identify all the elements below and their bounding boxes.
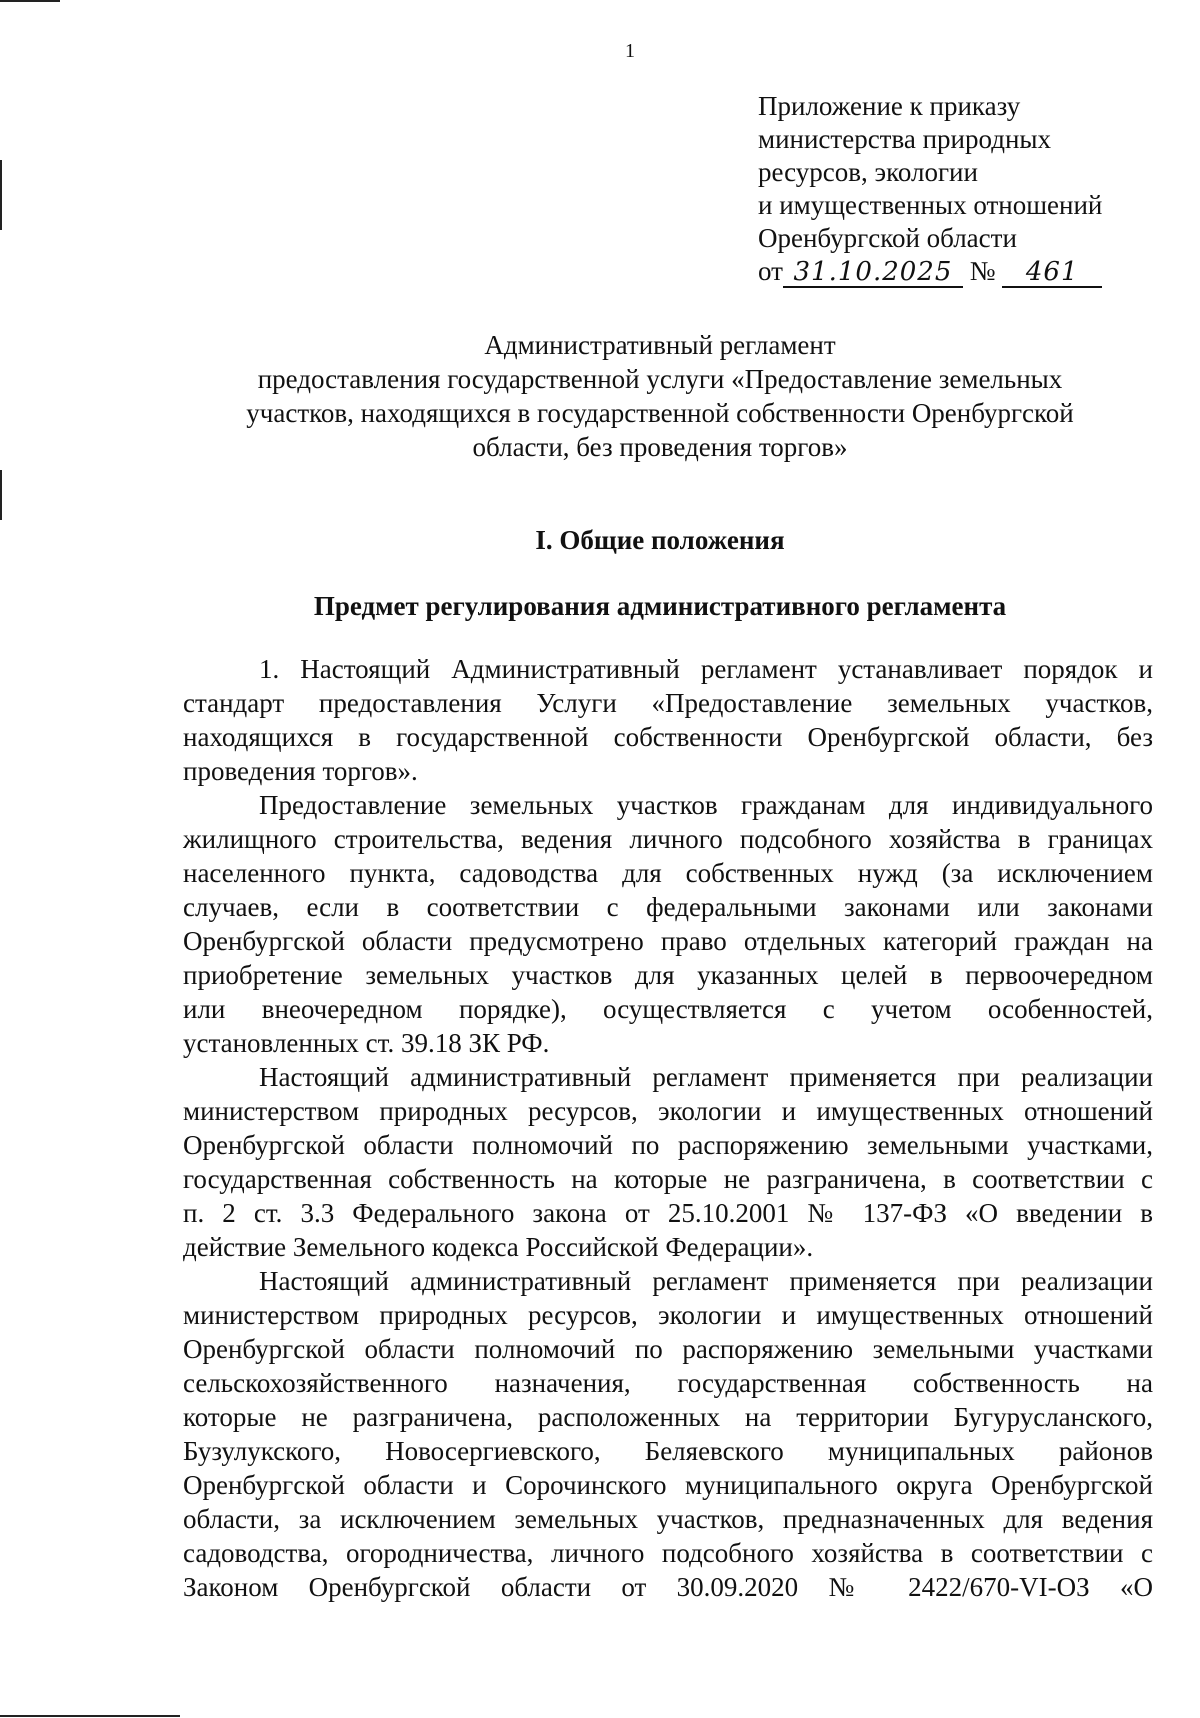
order-date-number-row bbox=[758, 255, 1168, 288]
appendix-line: Приложение к приказу bbox=[758, 91, 1021, 121]
text-line: приобретение земельных участков для указанных целей в первоочередном bbox=[183, 960, 1153, 990]
text-line: области, за исключением земельных участков, предназначенных для ведения bbox=[183, 1504, 1153, 1534]
appendix-line: ресурсов, экологии bbox=[758, 157, 978, 187]
title-line: Административный регламент bbox=[484, 330, 836, 360]
text-line: проведения торгов». bbox=[183, 756, 418, 786]
paragraph bbox=[183, 652, 1153, 788]
text-line: Оренбургской области и Сорочинского муниципального округа Оренбургской bbox=[183, 1470, 1153, 1500]
text-line: Настоящий административный регламент применяется при реализации bbox=[259, 1266, 1153, 1296]
text-line: стандарт предоставления Услуги «Предоставление земельных участков, bbox=[183, 688, 1153, 718]
handwritten-date: 31.10.2025 bbox=[783, 258, 963, 288]
number-prefix: № bbox=[969, 256, 996, 286]
document-title bbox=[190, 328, 1130, 464]
appendix-line: Оренбургской области bbox=[758, 223, 1017, 253]
scan-edge-mark bbox=[0, 470, 2, 520]
paragraph bbox=[183, 788, 1153, 1060]
text-line: государственная собственность на которые не разграничена, в соответствии с bbox=[183, 1164, 1153, 1194]
text-line: случаев, если в соответствии с федеральными законами или законами bbox=[183, 892, 1153, 922]
date-prefix: от bbox=[758, 256, 783, 286]
text-line: п. 2 ст. 3.3 Федерального закона от 25.10.2001 № 137-ФЗ «О введении в bbox=[183, 1198, 1153, 1228]
text-line: Настоящий административный регламент применяется при реализации bbox=[259, 1062, 1153, 1092]
text-line: Законом Оренбургской области от 30.09.2020 № 2422/670-VI-ОЗ «О bbox=[183, 1572, 1153, 1602]
paragraph bbox=[183, 1264, 1153, 1604]
text-line: сельскохозяйственного назначения, государственная собственность на bbox=[183, 1368, 1153, 1398]
text-line: министерством природных ресурсов, экологии и имущественных отношений bbox=[183, 1096, 1153, 1126]
body-text bbox=[183, 652, 1153, 1604]
text-line: установленных ст. 39.18 ЗК РФ. bbox=[183, 1028, 550, 1058]
title-line: участков, находящихся в государственной собственности Оренбургской bbox=[246, 398, 1074, 428]
text-line: министерством природных ресурсов, экологии и имущественных отношений bbox=[183, 1300, 1153, 1330]
appendix-block bbox=[758, 90, 1168, 288]
text-line: Оренбургской области предусмотрено право отдельных категорий граждан на bbox=[183, 926, 1153, 956]
title-line: области, без проведения торгов» bbox=[472, 432, 848, 462]
section-heading: I. Общие положения bbox=[535, 525, 785, 555]
subsection-heading: Предмет регулирования административного регламента bbox=[313, 591, 1007, 621]
text-line: Оренбургской области полномочий по распоряжению земельными участками bbox=[183, 1334, 1153, 1364]
page-number: 1 bbox=[625, 40, 635, 62]
appendix-line: министерства природных bbox=[758, 124, 1052, 154]
text-line: которые не разграничена, расположенных на территории Бугурусланского, bbox=[183, 1402, 1153, 1432]
text-line: жилищного строительства, ведения личного подсобного хозяйства в границах bbox=[183, 824, 1153, 854]
scan-edge-mark bbox=[0, 160, 2, 230]
text-line: Бузулукского, Новосергиевского, Беляевского муниципальных районов bbox=[183, 1436, 1153, 1466]
text-line: 1. Настоящий Административный регламент устанавливает порядок и bbox=[259, 654, 1153, 684]
scan-edge-mark bbox=[0, 1715, 180, 1717]
handwritten-number: 461 bbox=[1002, 258, 1102, 288]
text-line: или внеочередном порядке), осуществляется с учетом особенностей, bbox=[183, 994, 1153, 1024]
appendix-line: и имущественных отношений bbox=[758, 190, 1103, 220]
title-line: предоставления государственной услуги «Предоставление земельных bbox=[257, 364, 1063, 394]
scan-edge-mark bbox=[0, 0, 60, 2]
text-line: Оренбургской области полномочий по распоряжению земельными участками, bbox=[183, 1130, 1153, 1160]
text-line: действие Земельного кодекса Российской Федерации». bbox=[183, 1232, 814, 1262]
text-line: Предоставление земельных участков гражданам для индивидуального bbox=[259, 790, 1153, 820]
text-line: садоводства, огородничества, личного подсобного хозяйства в соответствии с bbox=[183, 1538, 1153, 1568]
text-line: населенного пункта, садоводства для собственных нужд (за исключением bbox=[183, 858, 1153, 888]
paragraph bbox=[183, 1060, 1153, 1264]
text-line: находящихся в государственной собственности Оренбургской области, без bbox=[183, 722, 1153, 752]
